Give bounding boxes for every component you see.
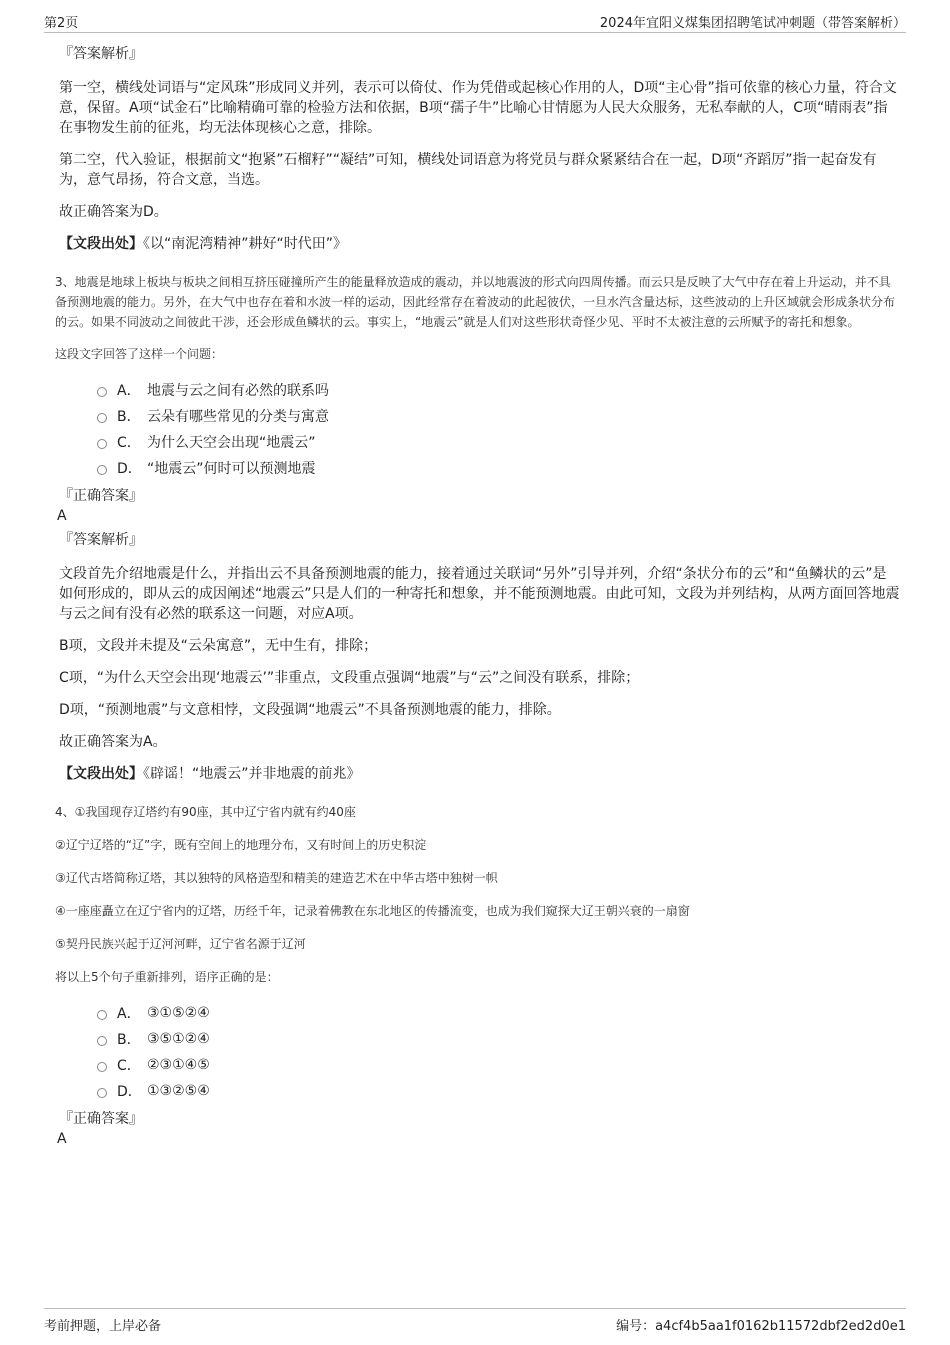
option-a[interactable] xyxy=(97,1003,900,1023)
source-label: 【文段出处】 xyxy=(59,236,143,252)
option-text: ③⑤①②④ xyxy=(147,1031,210,1047)
radio-icon[interactable] xyxy=(97,1036,107,1046)
option-b[interactable] xyxy=(97,1029,900,1049)
correct-answer-label: 『正确答案』 xyxy=(59,1111,143,1127)
page-footer xyxy=(44,1308,906,1337)
option-b[interactable] xyxy=(97,406,900,426)
analysis-label: 『答案解析』 xyxy=(59,532,143,548)
option-text: ③①⑤②④ xyxy=(147,1005,210,1021)
option-letter: B． xyxy=(117,409,141,425)
document-body xyxy=(55,44,900,1153)
document-title: 2024年宜阳义煤集团招聘笔试冲刺题（带答案解析） xyxy=(599,16,906,31)
question-stem: 3、地震是地球上板块与板块之间相互挤压碰撞所产生的能量释放造成的震动，并以地震波的形式向四周传播。而云只是反映了大气中存在着上升运动，并不具备预测地震的能力。另外，在大气中也存在着和水波一样的运动，因此经常存在着波动的此起彼伏，一旦水汽含量达标，这些波动的上升区域就会形成条状分布的云。如果不同波动之间彼此干涉，还会形成鱼鳞状的云。事实上，“地震云”就是人们对这些形状奇怪少见、平时不太被注意的云所赋予的寄托和想象。 xyxy=(55,275,896,329)
option-letter: C． xyxy=(117,435,141,451)
option-letter: C． xyxy=(117,1058,141,1074)
radio-icon[interactable] xyxy=(97,413,107,423)
source-line xyxy=(59,764,900,784)
option-text: 云朵有哪些常见的分类与寓意 xyxy=(147,409,329,425)
correct-answer-label: 『正确答案』 xyxy=(59,488,143,504)
option-c[interactable] xyxy=(97,1055,900,1075)
analysis-paragraph: 文段首先介绍地震是什么，并指出云不具备预测地震的能力，接着通过关联词“另外”引导并列，介绍“条状分布的云”和“鱼鳞状的云”是如何形成的，即从云的成因阐述“地震云”只是人们的一种寄托和想象，并不能预测地震。由此可知，文段为并列结构，从两方面回答地震与云之间有没有必然的联系这一问题，对应A项。 xyxy=(59,566,900,622)
analysis-paragraph: 第二空，代入验证，根据前文“抱紧”石榴籽”“凝结”可知，横线处词语意为将党员与群众紧紧结合在一起，D项“齐蹈厉”指一起奋发有为，意气昂扬，符合文意，当选。 xyxy=(59,152,877,188)
page-number: 第2页 xyxy=(44,16,79,31)
option-letter: A． xyxy=(117,383,141,399)
question-stem: 4、①我国现存辽塔约有90座，其中辽宁省内就有约40座 xyxy=(55,805,356,819)
source-title: 《辟谣！“地震云”并非地震的前兆》 xyxy=(143,766,361,782)
option-text: 为什么天空会出现“地震云” xyxy=(147,435,316,451)
radio-icon[interactable] xyxy=(97,1088,107,1098)
option-list xyxy=(97,1003,900,1101)
option-text: 地震与云之间有必然的联系吗 xyxy=(147,383,329,399)
option-d[interactable] xyxy=(97,458,900,478)
correct-answer: A xyxy=(57,1131,67,1147)
radio-icon[interactable] xyxy=(97,439,107,449)
correct-answer: A xyxy=(57,508,67,524)
analysis-label: 『答案解析』 xyxy=(59,46,143,62)
source-label: 【文段出处】 xyxy=(59,766,143,782)
footer-slogan: 考前押题，上岸必备 xyxy=(44,1319,162,1334)
option-list xyxy=(97,380,900,478)
option-text: ①③②⑤④ xyxy=(147,1083,210,1099)
question-prompt: 将以上5个句子重新排列，语序正确的是： xyxy=(55,970,279,984)
analysis-paragraph: D项，“预测地震”与文意相悖，文段强调“地震云”不具备预测地震的能力，排除。 xyxy=(59,702,561,718)
option-letter: D． xyxy=(117,1084,142,1100)
option-letter: B． xyxy=(117,1032,141,1048)
analysis-paragraph: 第一空，横线处词语与“定风珠”形成同义并列，表示可以倚仗、作为凭借或起核心作用的人，D项“主心骨”指可依靠的核心力量，符合文意，保留。A项“试金石”比喻精确可靠的检验方法和依据，B项“孺子牛”比喻心甘情愿为人民大众服务，无私奉献的人，C项“晴雨表”指在事物发生前的征兆，均无法体现核心之意，排除。 xyxy=(59,80,897,136)
source-line xyxy=(59,234,900,254)
option-a[interactable] xyxy=(97,380,900,400)
sentence-item: ④一座座矗立在辽宁省内的辽塔，历经千年，记录着佛教在东北地区的传播流变，也成为我们窥探大辽王朝兴衰的一扇窗 xyxy=(55,904,690,918)
option-d[interactable] xyxy=(97,1081,900,1101)
question-prompt: 这段文字回答了这样一个问题： xyxy=(55,347,224,361)
option-letter: D． xyxy=(117,461,142,477)
analysis-conclusion: 故正确答案为D。 xyxy=(59,204,168,220)
document-id: 编号：a4cf4b5aa1f0162b11572dbf2ed2d0e1 xyxy=(616,1319,906,1334)
sentence-item: ⑤契丹民族兴起于辽河河畔，辽宁省名源于辽河 xyxy=(55,937,306,951)
sentence-item: ③辽代古塔简称辽塔，其以独特的风格造型和精美的建造艺术在中华古塔中独树一帜 xyxy=(55,871,498,885)
analysis-paragraph: C项，“为什么天空会出现‘地震云’”非重点，文段重点强调“地震”与“云”之间没有联系，排除； xyxy=(59,670,640,686)
option-text: “地震云”何时可以预测地震 xyxy=(147,461,316,477)
analysis-conclusion: 故正确答案为A。 xyxy=(59,734,167,750)
option-letter: A． xyxy=(117,1006,141,1022)
analysis-paragraph: B项，文段并未提及“云朵寓意”，无中生有，排除； xyxy=(59,638,378,654)
sentence-item: ②辽宁辽塔的“辽”字，既有空间上的地理分布，又有时间上的历史积淀 xyxy=(55,838,427,852)
page-header xyxy=(44,12,906,33)
radio-icon[interactable] xyxy=(97,387,107,397)
radio-icon[interactable] xyxy=(97,465,107,475)
option-text: ②③①④⑤ xyxy=(147,1057,210,1073)
option-c[interactable] xyxy=(97,432,900,452)
source-title: 《以“南泥湾精神”耕好“时代田”》 xyxy=(143,236,348,252)
radio-icon[interactable] xyxy=(97,1010,107,1020)
radio-icon[interactable] xyxy=(97,1062,107,1072)
